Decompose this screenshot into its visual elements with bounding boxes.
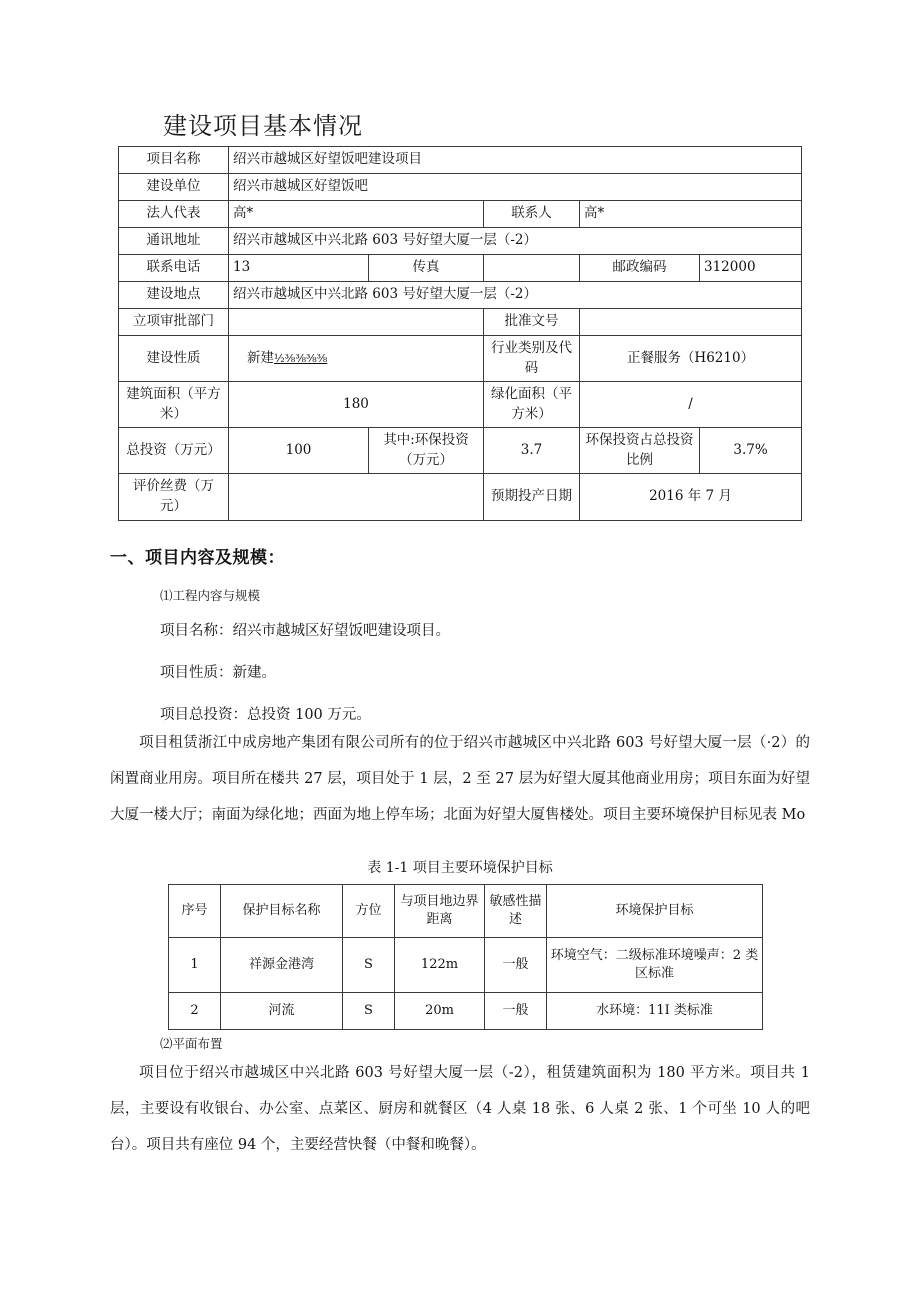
table-row bbox=[169, 938, 763, 993]
row-value-industry-category: 正餐服务（H6210） bbox=[580, 336, 802, 382]
cell-distance: 122m bbox=[395, 938, 485, 993]
col-header-direction: 方位 bbox=[343, 885, 395, 938]
col-header-sensitivity: 敏感性描述 bbox=[485, 885, 547, 938]
row-label-env-investment-ratio: 环保投资占总投资比例 bbox=[580, 428, 700, 474]
row-label-project-name: 项目名称 bbox=[119, 147, 229, 174]
row-label-contact-person: 联系人 bbox=[484, 201, 580, 228]
row-label-env-investment: 其中:环保投资（万元） bbox=[369, 428, 484, 474]
col-header-target-name: 保护目标名称 bbox=[221, 885, 343, 938]
row-label-fax: 传真 bbox=[369, 255, 484, 282]
row-label-expected-production-date: 预期投产日期 bbox=[484, 474, 580, 520]
row-value-fax bbox=[484, 255, 580, 282]
cell-direction: S bbox=[343, 938, 395, 993]
row-label-construction-nature: 建设性质 bbox=[119, 336, 229, 382]
project-basic-info-table bbox=[118, 146, 802, 521]
row-label-mailing-address: 通讯地址 bbox=[119, 228, 229, 255]
cell-no: 1 bbox=[169, 938, 221, 993]
row-label-construction-site: 建设地点 bbox=[119, 282, 229, 309]
row-value-construction-unit: 绍兴市越城区好望饭吧 bbox=[229, 174, 802, 201]
row-label-building-area: 建筑面积（平方米） bbox=[119, 382, 229, 428]
row-value-phone: 13 bbox=[229, 255, 369, 282]
row-value-approval-dept bbox=[229, 309, 484, 336]
row-value-env-investment-ratio: 3.7% bbox=[700, 428, 802, 474]
cell-protection-goal: 环境空气：二级标准环境噪声：2 类区标准 bbox=[547, 938, 763, 993]
row-value-evaluation-fee bbox=[229, 474, 484, 520]
table-header-row bbox=[169, 885, 763, 938]
table-row bbox=[119, 428, 802, 474]
construction-nature-artifact: ½⅜⅜⅜⅜ bbox=[274, 351, 328, 365]
col-header-no: 序号 bbox=[169, 885, 221, 938]
table-row bbox=[119, 255, 802, 282]
row-label-approval-dept: 立项审批部门 bbox=[119, 309, 229, 336]
col-header-distance: 与项目地边界距离 bbox=[395, 885, 485, 938]
cell-distance: 20m bbox=[395, 993, 485, 1030]
table-row bbox=[119, 382, 802, 428]
col-header-protection-goal: 环境保护目标 bbox=[547, 885, 763, 938]
row-label-total-investment: 总投资（万元） bbox=[119, 428, 229, 474]
table-row bbox=[119, 309, 802, 336]
section-heading-project-content: 一、项目内容及规模： bbox=[110, 548, 285, 568]
table-row bbox=[119, 228, 802, 255]
cell-no: 2 bbox=[169, 993, 221, 1030]
row-value-approval-doc-no bbox=[580, 309, 802, 336]
table-row bbox=[119, 474, 802, 520]
paragraph-total-investment: 项目总投资：总投资 100 万元。 bbox=[160, 707, 371, 723]
row-label-green-area: 绿化面积（平方米） bbox=[484, 382, 580, 428]
table-row bbox=[119, 201, 802, 228]
row-value-construction-nature bbox=[229, 336, 484, 382]
cell-target-name: 河流 bbox=[221, 993, 343, 1030]
cell-sensitivity: 一般 bbox=[485, 938, 547, 993]
cell-sensitivity: 一般 bbox=[485, 993, 547, 1030]
row-value-expected-production-date: 2016 年 7 月 bbox=[580, 474, 802, 520]
row-label-evaluation-fee: 评价丝费（万元） bbox=[119, 474, 229, 520]
environmental-protection-targets-table bbox=[168, 884, 763, 1030]
row-value-contact-person: 高* bbox=[580, 201, 802, 228]
cell-protection-goal: 水环境：11I 类标准 bbox=[547, 993, 763, 1030]
paragraph-project-name: 项目名称：绍兴市越城区好望饭吧建设项目。 bbox=[160, 623, 450, 639]
row-value-env-investment: 3.7 bbox=[484, 428, 580, 474]
row-value-mailing-address: 绍兴市越城区中兴北路 603 号好望大厦一层（-2） bbox=[229, 228, 802, 255]
row-value-building-area: 180 bbox=[229, 382, 484, 428]
row-label-postcode: 邮政编码 bbox=[580, 255, 700, 282]
row-value-legal-rep: 高* bbox=[229, 201, 484, 228]
row-value-construction-site: 绍兴市越城区中兴北路 603 号好望大厦一层（-2） bbox=[229, 282, 802, 309]
paragraph-project-nature: 项目性质：新建。 bbox=[160, 665, 276, 681]
row-label-phone: 联系电话 bbox=[119, 255, 229, 282]
row-label-industry-category: 行业类别及代码 bbox=[484, 336, 580, 382]
row-label-construction-unit: 建设单位 bbox=[119, 174, 229, 201]
row-label-approval-doc-no: 批准文号 bbox=[484, 309, 580, 336]
sub-heading-engineering-content: ⑴工程内容与规模 bbox=[160, 588, 261, 603]
table-row bbox=[119, 282, 802, 309]
table-row bbox=[119, 174, 802, 201]
table-1-1-caption: 表 1-1 项目主要环境保护目标 bbox=[367, 860, 553, 876]
table-row bbox=[169, 993, 763, 1030]
cell-target-name: 祥源金港湾 bbox=[221, 938, 343, 993]
paragraph-lease-and-surroundings: 项目租赁浙江中成房地产集团有限公司所有的位于绍兴市越城区中兴北路 603 号好望大厦一层（·2）的闲置商业用房。项目所在楼共 27 层，项目处于 1 层，2 至 27 层为好望大厦其他商业用房；项目东面为好望大厦一楼大厅；南面为绿化地；西面为地上停车场；北面为好望大厦售楼处。项目主要环境保护目标见表 Mo bbox=[110, 735, 810, 823]
row-value-postcode: 312000 bbox=[700, 255, 802, 282]
sub-heading-layout: ⑵平面布置 bbox=[160, 1036, 223, 1051]
construction-nature-text: 新建 bbox=[247, 349, 274, 366]
page-title: 建设项目基本情况 bbox=[163, 112, 363, 140]
row-value-green-area: / bbox=[580, 382, 802, 428]
paragraph-layout-description: 项目位于绍兴市越城区中兴北路 603 号好望大厦一层（-2），租赁建筑面积为 180 平方米。项目共 1 层，主要设有收银台、办公室、点菜区、厨房和就餐区（4 人桌 18 张、6 人桌 2 张、1 个可坐 10 人的吧台）。项目共有座位 94 个，主要经营快餐（中餐和晚餐）。 bbox=[110, 1065, 810, 1153]
row-label-legal-rep: 法人代表 bbox=[119, 201, 229, 228]
table-row bbox=[119, 147, 802, 174]
row-value-total-investment: 100 bbox=[229, 428, 369, 474]
cell-direction: S bbox=[343, 993, 395, 1030]
row-value-project-name: 绍兴市越城区好望饭吧建设项目 bbox=[229, 147, 802, 174]
table-row bbox=[119, 336, 802, 382]
